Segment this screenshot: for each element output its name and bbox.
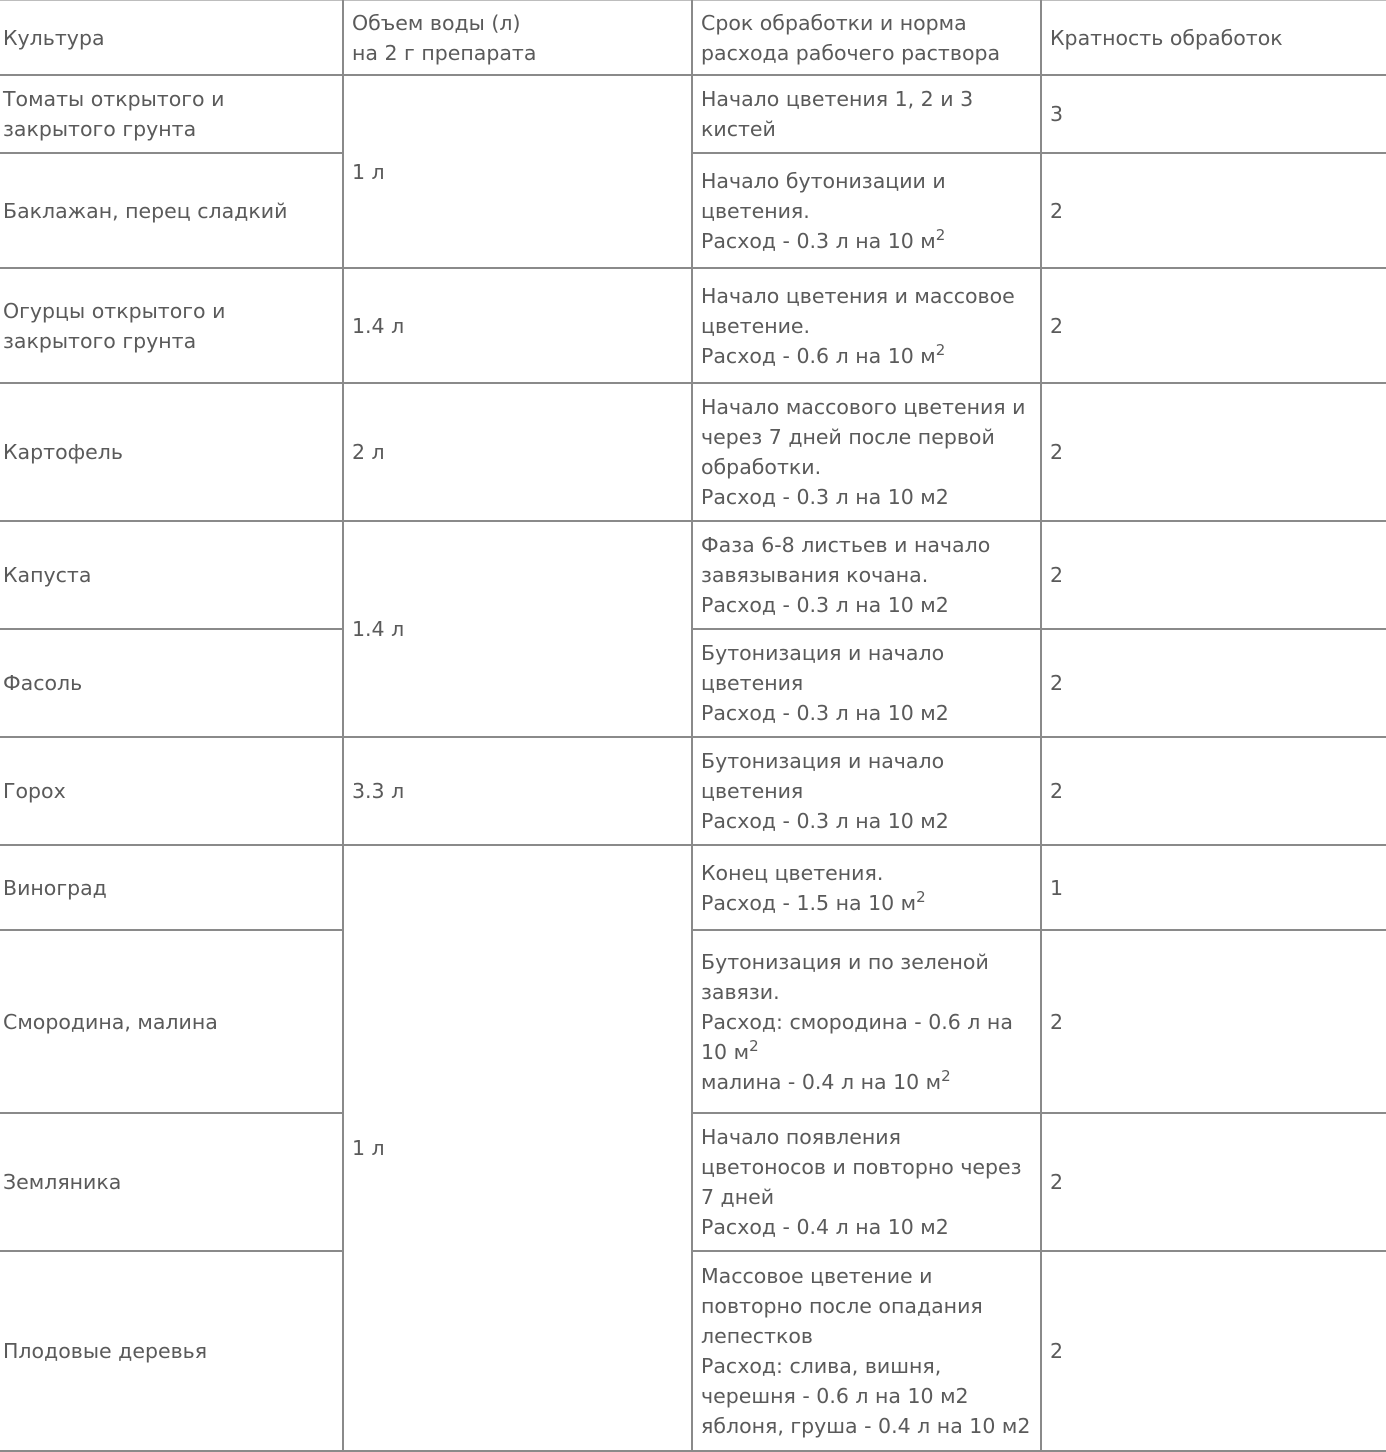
period-line: Бутонизация и начало цветения Расход - 0.3 л на 10 м2: [701, 749, 949, 833]
period-and-rate-cell: [692, 1251, 1041, 1451]
period-and-rate-cell: [692, 629, 1041, 737]
period-and-rate-cell: [692, 153, 1041, 268]
water-volume-cell: 1.4 л: [343, 521, 692, 737]
header-water-volume: Объем воды (л) на 2 г препарата: [343, 1, 692, 76]
period-line: Начало цветения 1, 2 и 3 кистей: [701, 87, 974, 141]
table-row: [0, 737, 1386, 845]
header-period-and-rate: Срок обработки и норма расхода рабочего раствора: [692, 1, 1041, 76]
crop-cell: Картофель: [0, 383, 343, 521]
period-line: Расход - 1.5 на 10 $м^2$: [701, 887, 926, 915]
crop-cell: Огурцы открытого и закрытого грунта: [0, 268, 343, 383]
treatment-count-cell: 3: [1041, 75, 1386, 153]
table-row: [0, 153, 1386, 268]
period-line: малина - 0.4 л на 10 $м^2$: [701, 1066, 951, 1094]
period-line: Начало появления цветоносов и повторно через 7 дней Расход - 0.4 л на 10 м2: [701, 1125, 1022, 1239]
period-line: Массовое цветение и повторно после опадания лепестков Расход: слива, вишня, черешня - 0.6 л на 10 м2 яблоня, груша - 0.4 л на 10 м2: [701, 1264, 1031, 1438]
treatment-count-cell: 2: [1041, 383, 1386, 521]
period-and-rate-cell: [692, 268, 1041, 383]
crop-cell: Капуста: [0, 521, 343, 629]
period-line: Конец цветения.: [701, 860, 884, 885]
header-row: [0, 1, 1386, 76]
table-row: [0, 521, 1386, 629]
water-volume-cell: 1 л: [343, 75, 692, 268]
crop-cell: Горох: [0, 737, 343, 845]
table-row: [0, 383, 1386, 521]
header-treatment-count: Кратность обработок: [1041, 1, 1386, 76]
water-volume-cell: 1.4 л: [343, 268, 692, 383]
table-row: [0, 1113, 1386, 1251]
crop-cell: Смородина, малина: [0, 930, 343, 1113]
period-line: Фаза 6-8 листьев и начало завязывания кочана. Расход - 0.3 л на 10 м2: [701, 533, 991, 617]
table-row: [0, 75, 1386, 153]
treatment-count-cell: 2: [1041, 629, 1386, 737]
crop-cell: Томаты открытого и закрытого грунта: [0, 75, 343, 153]
period-line: Начало цветения и массовое цветение.: [701, 283, 1015, 338]
crop-cell: Виноград: [0, 845, 343, 930]
treatment-count-cell: 1: [1041, 845, 1386, 930]
period-and-rate-cell: [692, 75, 1041, 153]
period-and-rate-cell: [692, 383, 1041, 521]
treatment-count-cell: 2: [1041, 737, 1386, 845]
period-line: Бутонизация и начало цветения Расход - 0.3 л на 10 м2: [701, 641, 949, 725]
treatment-count-cell: 2: [1041, 1113, 1386, 1251]
treatment-count-cell: 2: [1041, 153, 1386, 268]
treatment-count-cell: 2: [1041, 268, 1386, 383]
crop-cell: Фасоль: [0, 629, 343, 737]
water-volume-cell: 1 л: [343, 845, 692, 1451]
table-row: [0, 629, 1386, 737]
period-line: Расход - 0.6 л на 10 $м^2$: [701, 340, 946, 368]
table-row: [0, 268, 1386, 383]
crop-cell: Плодовые деревья: [0, 1251, 343, 1451]
period-and-rate-cell: [692, 737, 1041, 845]
table-row: [0, 845, 1386, 930]
table-row: [0, 930, 1386, 1113]
crop-cell: Баклажан, перец сладкий: [0, 153, 343, 268]
water-volume-cell: 3.3 л: [343, 737, 692, 845]
period-line: Бутонизация и по зеленой завязи. Расход: смородина - 0.6 л на: [701, 949, 1013, 1034]
table-body: [0, 75, 1386, 1451]
treatment-count-cell: 2: [1041, 930, 1386, 1113]
table-row: [0, 1251, 1386, 1451]
period-line: 10 $м^2$: [701, 1036, 759, 1064]
period-and-rate-cell: [692, 845, 1041, 930]
period-line: Начало бутонизации и цветения.: [701, 168, 946, 223]
treatment-count-cell: 2: [1041, 1251, 1386, 1451]
header-crop: Культура: [0, 1, 343, 76]
period-and-rate-cell: [692, 1113, 1041, 1251]
period-and-rate-cell: [692, 930, 1041, 1113]
period-line: Начало массового цветения и через 7 дней после первой обработки. Расход - 0.3 л на 10 м2: [701, 395, 1026, 509]
crop-cell: Земляника: [0, 1113, 343, 1251]
period-line: Расход - 0.3 л на 10 $м^2$: [701, 225, 946, 253]
water-volume-cell: 2 л: [343, 383, 692, 521]
table-header: [0, 1, 1386, 76]
treatment-count-cell: 2: [1041, 521, 1386, 629]
period-and-rate-cell: [692, 521, 1041, 629]
